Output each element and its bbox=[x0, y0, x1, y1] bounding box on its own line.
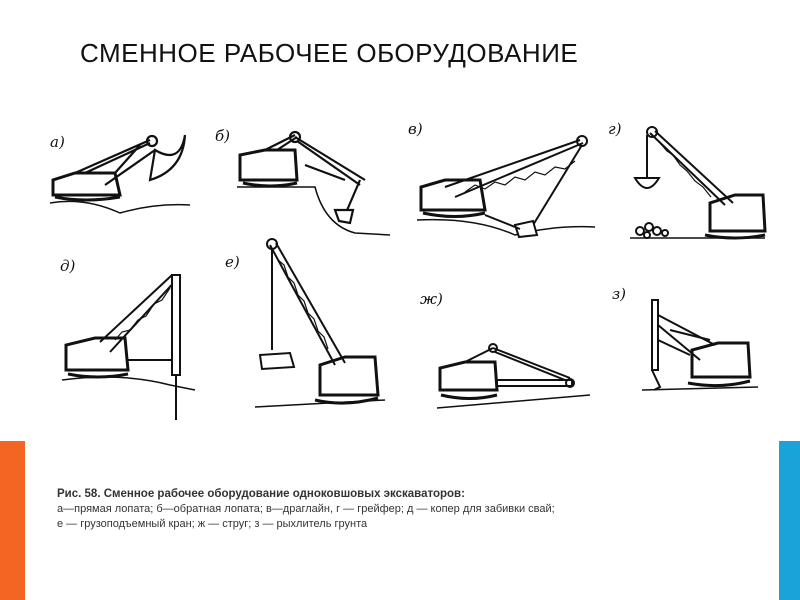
panel-letter-e: е) bbox=[225, 253, 240, 271]
panel-zh-planer bbox=[435, 340, 595, 415]
panel-d-pile-driver bbox=[60, 260, 200, 420]
panel-z-ripper bbox=[640, 295, 760, 405]
panel-letter-a: а) bbox=[50, 133, 65, 151]
panel-letter-g: г) bbox=[608, 120, 622, 138]
excavator-figure bbox=[0, 95, 800, 440]
panel-letter-b: б) bbox=[215, 127, 231, 145]
accent-band-left bbox=[0, 441, 25, 600]
panel-letter-zh: ж) bbox=[420, 290, 443, 308]
caption-title: Рис. 58. Сменное рабочее оборудование одноковшовых экскаваторов: bbox=[57, 488, 465, 500]
panel-g-grab bbox=[625, 123, 770, 248]
panel-v-dragline bbox=[415, 125, 600, 250]
caption-line-1: а—прямая лопата; б—обратная лопата; в—драглайн, г — грейфер; д — копер для забивки свай; bbox=[57, 503, 555, 515]
slide-title: СМЕННОЕ РАБОЧЕЕ ОБОРУДОВАНИЕ bbox=[80, 38, 579, 68]
caption-line-2: е — грузоподъемный кран; ж — струг; з — рыхлитель грунта bbox=[57, 518, 368, 530]
accent-band-right bbox=[779, 441, 800, 600]
panel-b-backhoe bbox=[235, 125, 395, 240]
panel-letter-d: д) bbox=[60, 257, 76, 275]
panel-letter-z: з) bbox=[612, 285, 627, 303]
panel-a-front-shovel bbox=[45, 125, 195, 225]
panel-e-crane bbox=[250, 235, 390, 420]
panel-letter-v: в) bbox=[408, 120, 423, 138]
